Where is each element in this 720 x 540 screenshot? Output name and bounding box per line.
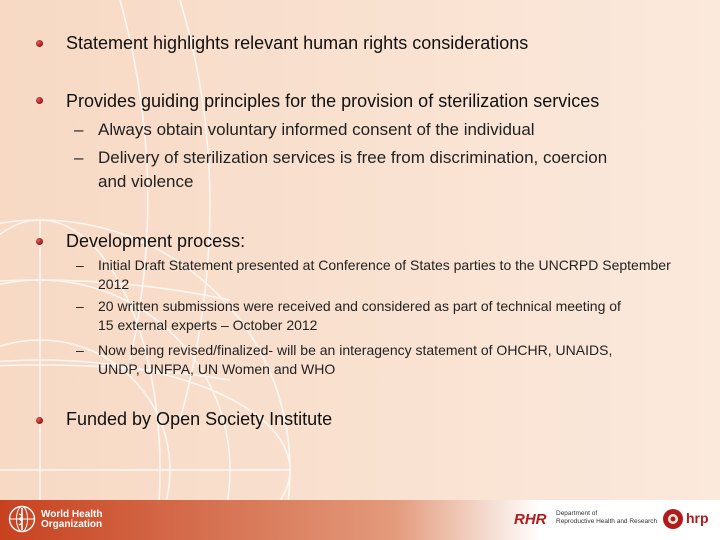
who-line-1: World Health <box>41 509 103 520</box>
dept-line-1: Department of <box>556 510 598 517</box>
dept-line-2: Reproductive Health and Research <box>556 518 658 525</box>
sub-bullet-text: Delivery of sterilization services is free from discrimination, coercion and violence <box>98 148 608 191</box>
sub-bullet-text: 20 written submissions were received and considered as part of technical meeting of 15 external experts – October 2012 <box>98 298 621 333</box>
dash-marker: – <box>76 342 84 358</box>
bullet-funding: Funded by Open Society Institute <box>66 409 333 429</box>
dash-marker: – <box>76 257 84 273</box>
sub-bullet-text: Now being revised/finalized- will be an interagency statement of OHCHR, UNAIDS, UNDP, UNFPA, UN Women and WHO <box>98 342 613 377</box>
sub-bullet <box>0 118 720 142</box>
dash-marker: – <box>74 148 84 167</box>
rhr-logo: RHR <box>514 511 547 528</box>
sub-bullet <box>0 146 720 194</box>
dash-marker: – <box>76 298 84 314</box>
sub-bullet <box>0 256 720 294</box>
bullet-human-rights: Statement highlights relevant human rights considerations <box>66 33 529 53</box>
bullet-guiding-principles: Provides guiding principles for the provision of sterilization services <box>66 91 600 111</box>
who-wordmark <box>41 510 102 530</box>
bullet-development-process: Development process: <box>66 231 246 251</box>
sub-bullet <box>0 341 720 379</box>
sub-bullet-text: Always obtain voluntary informed consent of the individual <box>98 120 535 139</box>
bullet-dot <box>36 40 43 47</box>
bullet-dot <box>36 238 43 245</box>
who-line-2: Organization <box>41 519 103 530</box>
department-label <box>556 510 657 526</box>
hrp-logo-text: hrp <box>686 510 709 526</box>
bullet-dot <box>36 97 43 104</box>
sub-bullet-text: Initial Draft Statement presented at Conference of States parties to the UNCRPD September 2012 <box>98 257 671 292</box>
dash-marker: – <box>74 120 84 139</box>
who-emblem-icon <box>8 505 36 533</box>
bullet-dot <box>36 417 43 424</box>
sub-bullet <box>0 297 720 335</box>
hrp-emblem-icon <box>662 508 684 530</box>
